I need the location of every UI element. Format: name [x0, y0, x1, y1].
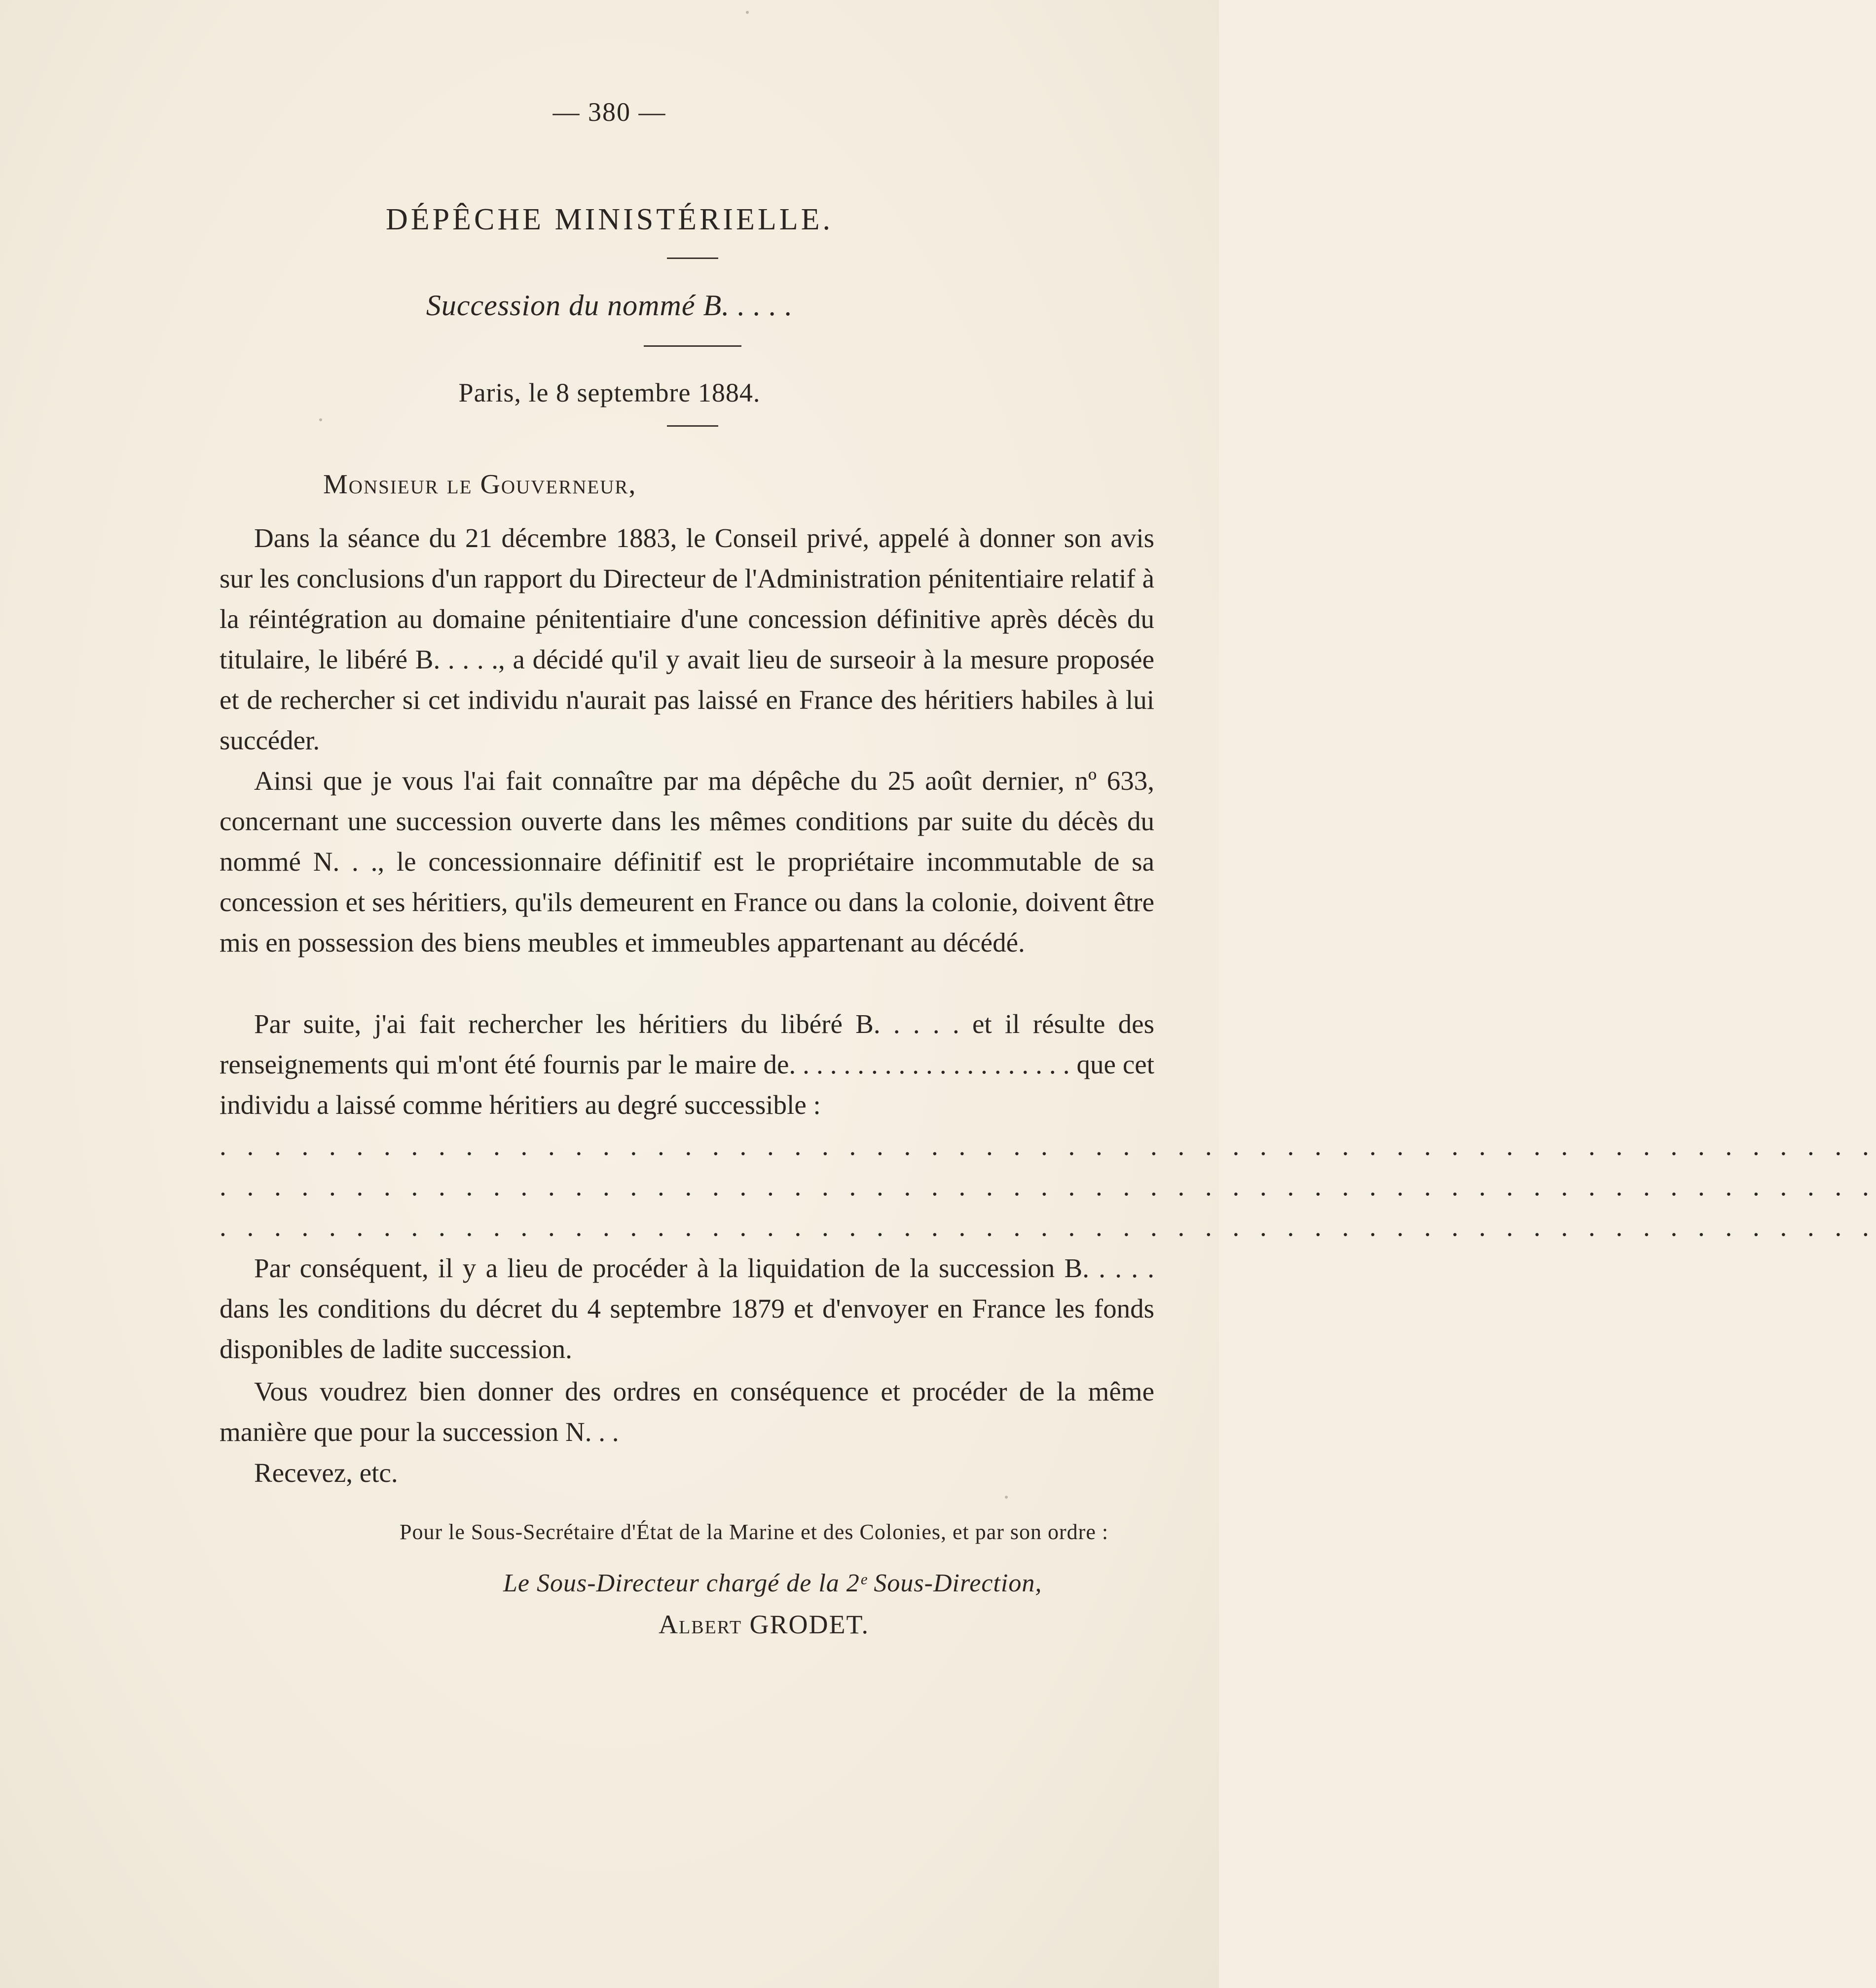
paper-speck — [319, 418, 322, 421]
signature-line-title: Le Sous-Directeur chargé de la 2ᵉ Sous-Direction, — [503, 1569, 1042, 1597]
signature-line-authority: Pour le Sous-Secrétaire d'État de la Marine et des Colonies, et par son ordre : — [400, 1520, 1109, 1544]
paragraph-closing — [220, 1453, 1154, 1493]
salutation: Monsieur le Gouverneur, — [323, 469, 637, 500]
paragraph-orders — [220, 1371, 1154, 1452]
subtitle-divider — [644, 345, 741, 347]
paragraph-text: Vous voudrez bien donner des ordres en conséquence et procéder de la même manière que pour la succession N. . . — [220, 1376, 1154, 1447]
page-number: — 380 — — [552, 97, 666, 127]
paragraph-text: Ainsi que je vous l'ai fait connaître par ma dépêche du 25 août dernier, nº 633, concernant une succession ouverte dans les mêmes conditions par suite du décès du nommé N. . ., le concessionnaire définitif est le propriétaire incommutable de sa concession et ses héritiers, qu'ils demeurent en France ou dans la colonie, doivent être mis en possession des biens meubles et immeubles appartenant au décédé. — [220, 766, 1154, 957]
paragraph-heirs-search — [220, 1004, 1154, 1125]
paragraph-prior-dispatch — [220, 761, 1154, 963]
paragraph-council-decision — [220, 518, 1154, 761]
dotted-line: . . . . . . . . . . . . . . . . . . . . . . . . . . . . . . . . . . . . . . . . . . . . . . . . . . . . . . . . . . . . . — [220, 1131, 1876, 1161]
paragraph-text: Recevez, etc. — [254, 1458, 398, 1488]
dateline: Paris, le 8 septembre 1884. — [458, 378, 761, 407]
document-subtitle: Succession du nommé B. . . . . — [426, 289, 793, 322]
paper-speck — [746, 11, 749, 14]
paper-speck — [1005, 1496, 1008, 1499]
paragraph-text: Par suite, j'ai fait rechercher les héritiers du libéré B. . . . . et il résulte des renseignements qui m'ont été fournis par le maire de. . . . . . . . . . . . . . . . . . . . . que cet individu a laissé comme héritiers au degré successible : — [220, 1009, 1154, 1120]
dotted-line: . . . . . . . . . . . . . . . . . . . . . . . . . . . . . . . . . . . . . . . . . . . . . . . . . . . . . . . . . . . . . — [220, 1171, 1876, 1201]
signature-line-name: Albert GRODET. — [659, 1610, 870, 1639]
dateline-divider — [667, 425, 718, 427]
paragraph-liquidation — [220, 1248, 1154, 1369]
title-divider — [667, 258, 718, 259]
paragraph-text: Dans la séance du 21 décembre 1883, le Conseil privé, appelé à donner son avis sur les conclusions d'un rapport du Directeur de l'Administration pénitentiaire relatif à la réintégration au domaine pénitentiaire d'une concession définitive après décès du titulaire, le libéré B. . . . ., a décidé qu'il y avait lieu de surseoir à la mesure proposée et de rechercher si cet individu n'aurait pas laissé en France des héritiers habiles à lui succéder. — [220, 523, 1154, 755]
paragraph-text: Par conséquent, il y a lieu de procéder à la liquidation de la succession B. . . . . dans les conditions du décret du 4 septembre 1879 et d'envoyer en France les fonds disponibles de ladite succession. — [220, 1253, 1154, 1364]
document-title: DÉPÊCHE MINISTÉRIELLE. — [386, 203, 833, 236]
dotted-line: . . . . . . . . . . . . . . . . . . . . . . . . . . . . . . . . . . . . . . . . . . . . . . . . . . . . . . . . . . . . . — [220, 1212, 1876, 1242]
